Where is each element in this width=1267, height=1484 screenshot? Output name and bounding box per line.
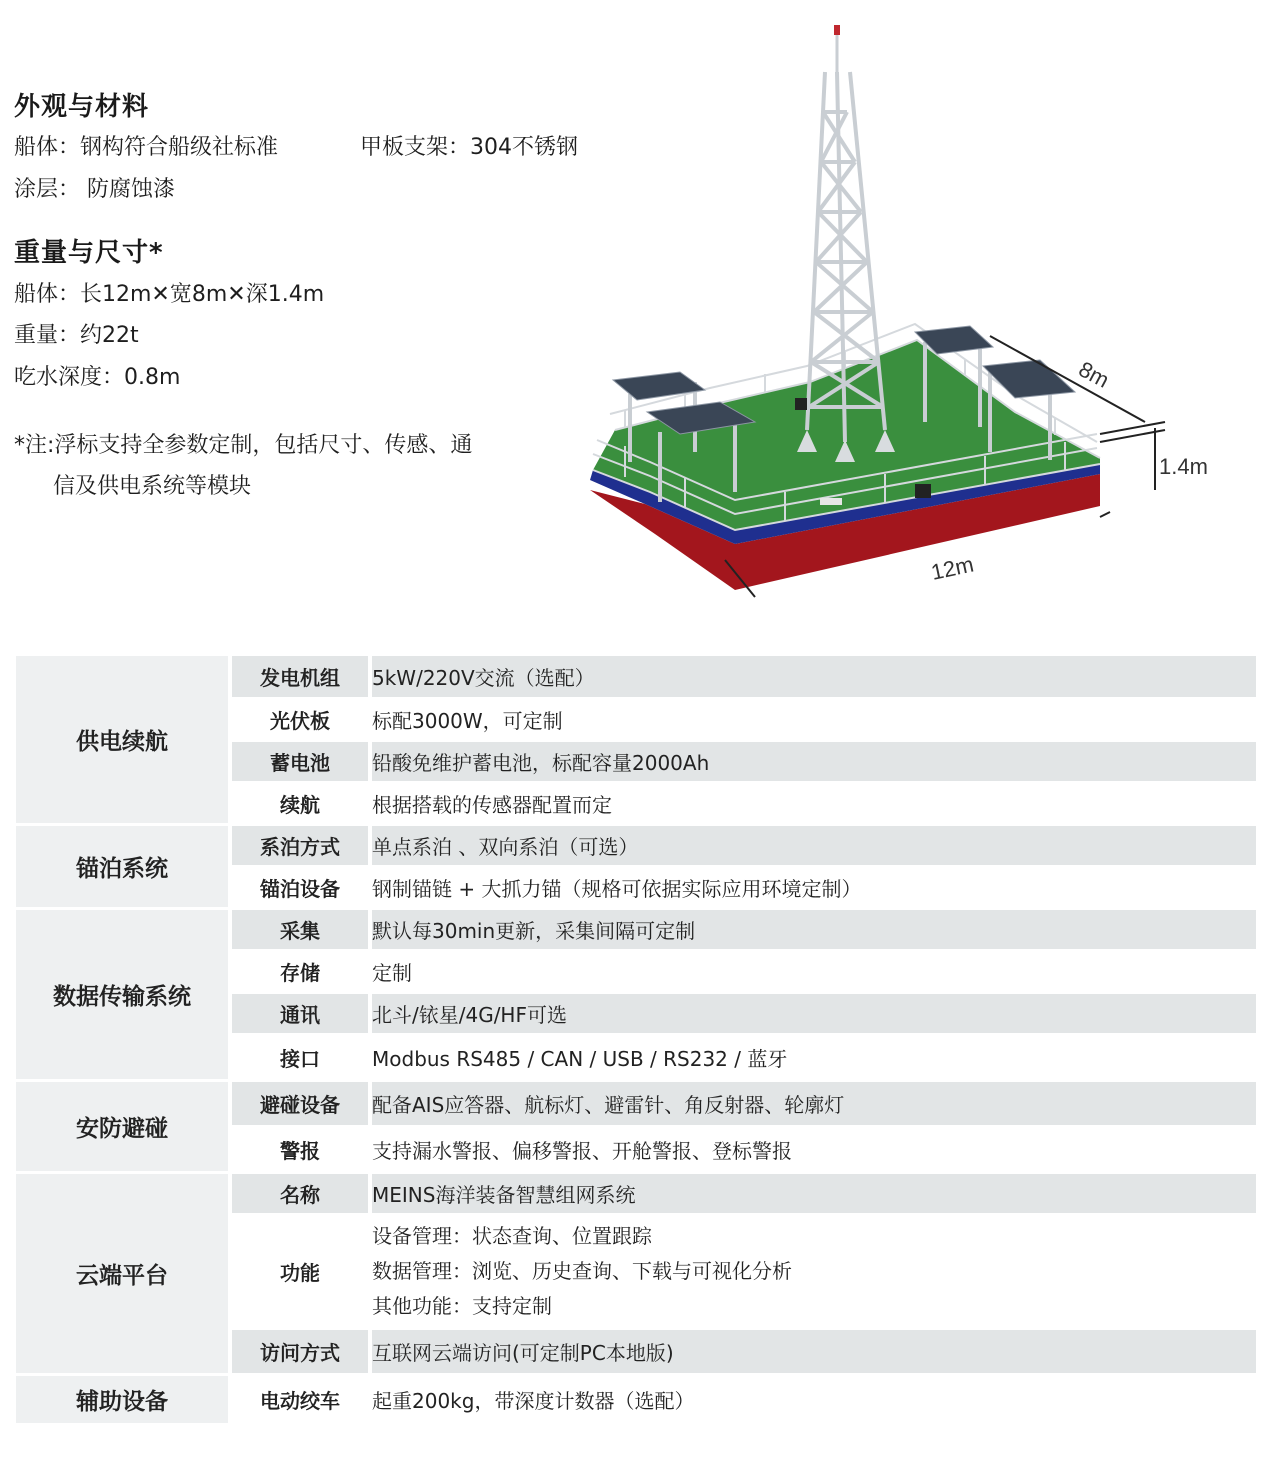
function-line: 设备管理：状态查询、位置跟踪 <box>372 1223 652 1248</box>
row-value: 支持漏水警报、偏移警报、开舱警报、登标警报 <box>370 1126 1256 1172</box>
row-label: 存储 <box>230 950 370 992</box>
deck-hatch <box>820 498 842 505</box>
appearance-title: 外观与材料 <box>14 92 150 122</box>
row-value: Modbus RS485 / CAN / USB / RS232 / 蓝牙 <box>370 1034 1256 1080</box>
table-row <box>16 824 1256 866</box>
row-value: 北斗/铱星/4G/HF可选 <box>370 992 1256 1034</box>
function-line: 数据管理：浏览、历史查询、下载与可视化分析 <box>372 1258 792 1283</box>
row-label: 访问方式 <box>230 1328 370 1374</box>
function-list <box>370 1214 1256 1328</box>
deck-equipment <box>915 484 931 498</box>
row-label: 接口 <box>230 1034 370 1080</box>
hull-material-text: 船体：钢构符合船级社标准 <box>14 135 279 160</box>
row-label: 续航 <box>230 782 370 824</box>
row-label: 功能 <box>230 1214 370 1328</box>
category-auxiliary: 辅助设备 <box>16 1374 230 1424</box>
row-value: 默认每30min更新，采集间隔可定制 <box>370 908 1256 950</box>
category-mooring: 锚泊系统 <box>16 824 230 908</box>
row-label: 蓄电池 <box>230 740 370 782</box>
row-label: 发电机组 <box>230 656 370 698</box>
row-value: 互联网云端访问(可定制PC本地版) <box>370 1328 1256 1374</box>
mast-top-light <box>834 25 840 35</box>
category-data-transmission: 数据传输系统 <box>16 908 230 1080</box>
solar-panel <box>983 360 1075 398</box>
row-value: 标配3000W，可定制 <box>370 698 1256 740</box>
row-value: 根据搭载的传感器配置而定 <box>370 782 1256 824</box>
table-row <box>16 1172 1256 1214</box>
category-cloud-platform: 云端平台 <box>16 1172 230 1374</box>
deck-equipment <box>795 398 807 410</box>
row-value: 钢制锚链 + 大抓力锚（规格可依据实际应用环境定制） <box>370 866 1256 908</box>
row-value: 铅酸免维护蓄电池，标配容量2000Ah <box>370 740 1256 782</box>
row-label: 电动绞车 <box>230 1374 370 1424</box>
length-dimension-label: 12m <box>928 551 976 585</box>
dimensions-title: 重量与尺寸* <box>14 238 164 268</box>
row-label: 采集 <box>230 908 370 950</box>
spec-table <box>16 656 1256 1426</box>
row-label: 系泊方式 <box>230 824 370 866</box>
width-dimension-label: 8m <box>1074 356 1114 393</box>
deck-frame-material-text: 甲板支架：304不锈钢 <box>360 135 578 160</box>
draft-text: 吃水深度：0.8m <box>14 365 181 390</box>
row-value: 起重200kg，带深度计数器（选配） <box>370 1374 1256 1424</box>
row-value: MEINS海洋装备智慧组网系统 <box>370 1172 1256 1214</box>
depth-dimension-label: 1.4m <box>1159 454 1208 479</box>
row-label: 避碰设备 <box>230 1080 370 1126</box>
solar-panel <box>613 372 705 400</box>
customization-note-line-1: *注:浮标支持全参数定制，包括尺寸、传感、通 <box>14 433 473 458</box>
table-row <box>16 1374 1256 1424</box>
customization-note-line-2: 信及供电系统等模块 <box>53 474 252 499</box>
weight-text: 重量：约22t <box>14 323 139 348</box>
row-label: 光伏板 <box>230 698 370 740</box>
row-label: 警报 <box>230 1126 370 1172</box>
row-value: 5kW/220V交流（选配） <box>370 656 1256 698</box>
row-label: 名称 <box>230 1172 370 1214</box>
buoy-platform-illustration <box>585 22 1255 622</box>
table-row <box>16 656 1256 698</box>
table-row <box>16 908 1256 950</box>
row-value: 单点系泊 、双向系泊（可选） <box>370 824 1256 866</box>
row-value: 配备AIS应答器、航标灯、避雷针、角反射器、轮廓灯 <box>370 1080 1256 1126</box>
function-line: 其他功能：支持定制 <box>372 1293 552 1318</box>
category-safety: 安防避碰 <box>16 1080 230 1172</box>
category-power: 供电续航 <box>16 656 230 824</box>
coating-text: 涂层： 防腐蚀漆 <box>14 177 175 202</box>
hull-size-text: 船体：长12m✕宽8m✕深1.4m <box>14 282 325 307</box>
table-row <box>16 1080 1256 1126</box>
row-label: 锚泊设备 <box>230 866 370 908</box>
row-label: 通讯 <box>230 992 370 1034</box>
row-value: 定制 <box>370 950 1256 992</box>
